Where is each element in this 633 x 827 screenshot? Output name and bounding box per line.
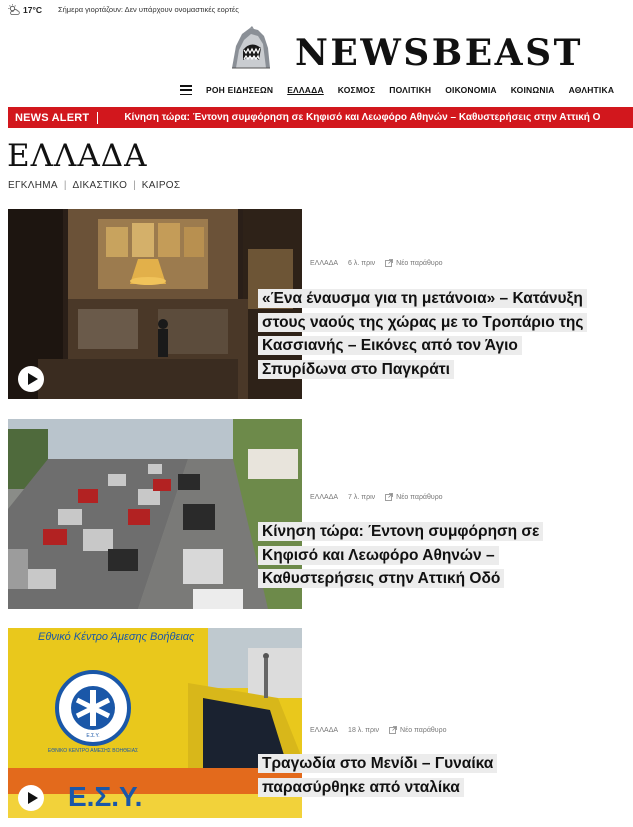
temperature: 17°C	[23, 5, 42, 15]
nav-item-roi-eidiseon[interactable]: ΡΟΗ ΕΙΔΗΣΕΩΝ	[206, 85, 274, 95]
main-nav	[180, 80, 628, 100]
article-time: 7 λ. πριν	[348, 493, 376, 501]
article-meta	[310, 259, 443, 267]
new-window-icon[interactable]	[385, 259, 393, 267]
new-window-icon[interactable]	[389, 726, 397, 734]
article-headline[interactable]	[258, 752, 558, 799]
article-headline-text[interactable]: Κίνηση τώρα: Έντονη συμφόρηση σε Κηφισό και Λεωφόρο Αθηνών – Καθυστερήσεις στην Αττική Οδό	[258, 522, 543, 588]
article-category[interactable]: ΕΛΛΑΔΑ	[310, 259, 339, 267]
site-logo[interactable]	[230, 26, 583, 74]
sun-cloud-icon	[8, 4, 20, 16]
nav-item-ellada[interactable]: ΕΛΛΑΔΑ	[287, 85, 324, 95]
new-window-link[interactable]: Νέο παράθυρο	[396, 259, 443, 267]
article-meta	[310, 726, 446, 734]
play-icon	[28, 373, 38, 385]
article-time: 6 λ. πριν	[348, 259, 376, 267]
article-headline-text[interactable]: Τραγωδία στο Μενίδι – Γυναίκα παρασύρθηκε από νταλίκα	[258, 754, 497, 797]
play-icon	[28, 792, 38, 804]
article-category[interactable]: ΕΛΛΑΔΑ	[310, 493, 339, 501]
subcategory-nav	[8, 180, 180, 191]
nameday-text: Σήμερα γιορτάζουν: Δεν υπάρχουν ονομαστικές εορτές	[58, 5, 239, 14]
ambulance-badge-text: ΕΘΝΙΚΟ ΚΕΝΤΡΟ ΑΜΕΣΗΣ ΒΟΗΘΕΙΑΣ	[47, 748, 139, 754]
article-headline-text[interactable]: «Ένα έναυσμα για τη μετάνοια» – Κατάνυξη στους ναούς της χώρας με το Τροπάριο της Κασσιανής – Εικόνες από τον Άγιο Σπυρίδωνα στο Παγκράτι	[258, 289, 587, 379]
article-time: 18 λ. πριν	[348, 726, 380, 734]
subcategory-eglima[interactable]: ΕΓΚΛΗΜΑ	[8, 180, 58, 191]
article-card[interactable]	[8, 419, 633, 609]
subcategory-separator: |	[133, 180, 136, 191]
video-play-button[interactable]	[18, 366, 44, 392]
article-category[interactable]: ΕΛΛΑΔΑ	[310, 726, 339, 734]
ambulance-arc-text: Εθνικό Κέντρο Άμεσης Βοήθειας	[38, 631, 195, 643]
ambulance-badge-small-text: Ε.Σ.Υ.	[86, 733, 100, 739]
new-window-icon[interactable]	[385, 493, 393, 501]
top-bar	[0, 0, 633, 20]
news-alert-bar	[8, 107, 633, 128]
nav-item-oikonomia[interactable]: ΟΙΚΟΝΟΜΙΑ	[445, 85, 497, 95]
article-headline[interactable]	[258, 520, 593, 591]
subcategory-kairos[interactable]: ΚΑΙΡΟΣ	[141, 180, 181, 191]
article-headline[interactable]	[258, 287, 603, 381]
new-window-link[interactable]: Νέο παράθυρο	[396, 493, 443, 501]
subcategory-dikastiko[interactable]: ΔΙΚΑΣΤΙΚΟ	[72, 180, 128, 191]
hamburger-menu-icon[interactable]	[180, 85, 192, 95]
article-card[interactable]	[8, 209, 633, 399]
nav-item-koinonia[interactable]: ΚΟΙΝΩΝΙΑ	[510, 85, 555, 95]
shark-icon	[230, 26, 272, 70]
news-alert-label: NEWS ALERT	[8, 112, 98, 124]
nav-item-kosmos[interactable]: ΚΟΣΜΟΣ	[337, 85, 376, 95]
nav-item-politiki[interactable]: ΠΟΛΙΤΙΚΗ	[389, 85, 432, 95]
nav-item-athlitika[interactable]: ΑΘΛΗΤΙΚΑ	[568, 85, 615, 95]
subcategory-separator: |	[63, 180, 67, 191]
video-play-button[interactable]	[18, 785, 44, 811]
logo-wordmark: NEWSBEAST	[295, 32, 583, 74]
article-card[interactable]	[8, 628, 633, 818]
ambulance-big-text: Ε.Σ.Υ.	[68, 781, 143, 812]
article-meta	[310, 493, 443, 501]
new-window-link[interactable]: Νέο παράθυρο	[400, 726, 447, 734]
page-title: ΕΛΛΑΔΑ	[7, 138, 148, 174]
news-alert-link[interactable]: Κίνηση τώρα: Έντονη συμφόρηση σε Κηφισό και Λεωφόρο Αθηνών – Καθυστερήσεις στην Αττική Ο	[124, 112, 601, 123]
